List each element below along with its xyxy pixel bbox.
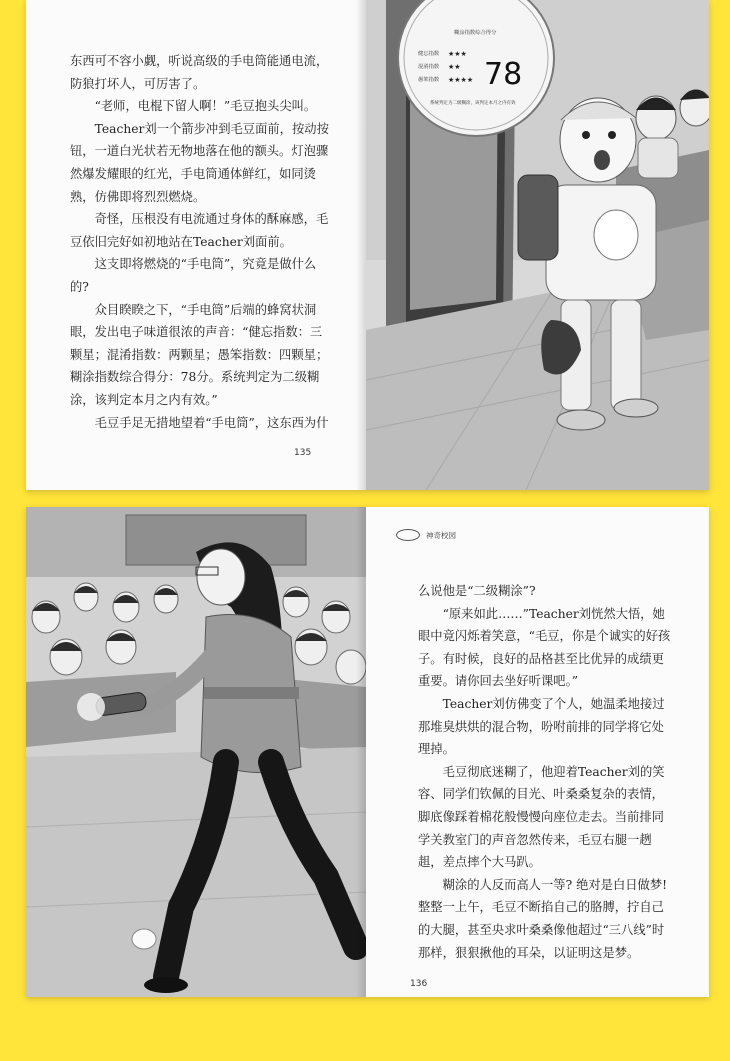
scanner-row-label: 愚笨指数 bbox=[418, 77, 440, 83]
scanner-row-label: 健忘指数 bbox=[418, 51, 440, 57]
star-rating: ★★★★ bbox=[448, 76, 474, 84]
paragraph: 这支即将燃烧的“手电筒”，究竟是做什么的? bbox=[70, 257, 317, 294]
score-value: 78 bbox=[484, 57, 523, 92]
star-rating: ★★★ bbox=[448, 50, 467, 58]
page-number: 136 bbox=[410, 979, 428, 989]
page-136-body bbox=[418, 580, 674, 964]
star-rating: ★★ bbox=[448, 63, 461, 71]
gutter-shadow bbox=[356, 507, 366, 997]
paragraph: Teacher刘一个箭步冲到毛豆面前，按动按钮，一道白光状若无物地落在他的额头。灯泡骤然爆发耀眼的红光，手电筒通体鲜红，如同烫熟，仿佛即将烈烈燃烧。 bbox=[70, 121, 329, 204]
paragraph: 糊涂的人反而高人一等? 绝对是白日做梦!整整一上午，毛豆不断掐自己的胳膊，拧自己的大腿，甚至央求叶桑桑像他超过“三八线”时那样，狠狠揪他的耳朵，以证明这是梦。 bbox=[418, 877, 668, 960]
page-number: 135 bbox=[294, 448, 312, 458]
page-135-body bbox=[70, 50, 334, 434]
paragraph: “老师，电棍下留人啊！”毛豆抱头尖叫。 bbox=[94, 99, 317, 114]
series-logo-icon bbox=[396, 529, 420, 541]
scanner-title: 糊涂指数综合得分 bbox=[454, 30, 497, 36]
running-header bbox=[396, 529, 456, 541]
paragraph: 东西可不容小觑，听说高级的手电筒能通电流，防狼打坏人，可厉害了。 bbox=[70, 54, 329, 91]
classroom-teacher-illustration bbox=[26, 507, 366, 997]
scanner-verdict: 系统判定为二级糊涂，该判定本月之内有效 bbox=[430, 101, 516, 106]
paragraph: 么说他是“二级糊涂”? bbox=[418, 584, 536, 598]
page-136 bbox=[366, 507, 709, 997]
book-spread-top bbox=[26, 0, 709, 490]
book-spread-bottom bbox=[26, 507, 709, 997]
paragraph: Teacher刘仿佛变了个人，她温柔地接过那堆臭烘烘的混合物，吩咐前排的同学将它处理掉。 bbox=[418, 696, 665, 757]
paragraph: 毛豆彻底迷糊了，他迎着Teacher刘的笑容、同学们钦佩的目光、叶桑桑复杂的表情，脚底像踩着棉花般慢慢向座位走去。当前排同学关教室门的声音忽然传来，毛豆右腿一趔趄，差点摔个大马趴。 bbox=[418, 764, 665, 870]
page-135 bbox=[26, 0, 366, 490]
running-header-title: 神奇校园 bbox=[426, 530, 456, 540]
scanner-row-label: 混淆指数 bbox=[418, 64, 440, 70]
gutter-shadow bbox=[356, 0, 366, 490]
scanner-readout bbox=[366, 0, 709, 490]
paragraph: “原来如此……”Teacher刘恍然大悟，她眼中竟闪烁着笑意，“毛豆，你是个诚实的好孩子。有时候，良好的品格甚至比优异的成绩更重要。请你回去坐好听课吧。” bbox=[418, 606, 671, 689]
paragraph: 众目睽睽之下，“手电筒”后端的蜂窝状洞眼，发出电子味道很浓的声音：“健忘指数：三颗星；混淆指数：两颗星；愚笨指数：四颗星；糊涂指数综合得分：78分。系统判定为二级糊涂，该判定本月之内有效。” bbox=[70, 302, 329, 407]
paragraph: 奇怪，压根没有电流通过身体的酥麻感，毛豆依旧完好如初地站在Teacher刘面前。 bbox=[70, 212, 329, 249]
illustration-teacher-running bbox=[26, 507, 366, 997]
paragraph: 毛豆手足无措地望着“手电筒”，这东西为什 bbox=[94, 415, 329, 430]
illustration-boy-scanned bbox=[366, 0, 709, 490]
